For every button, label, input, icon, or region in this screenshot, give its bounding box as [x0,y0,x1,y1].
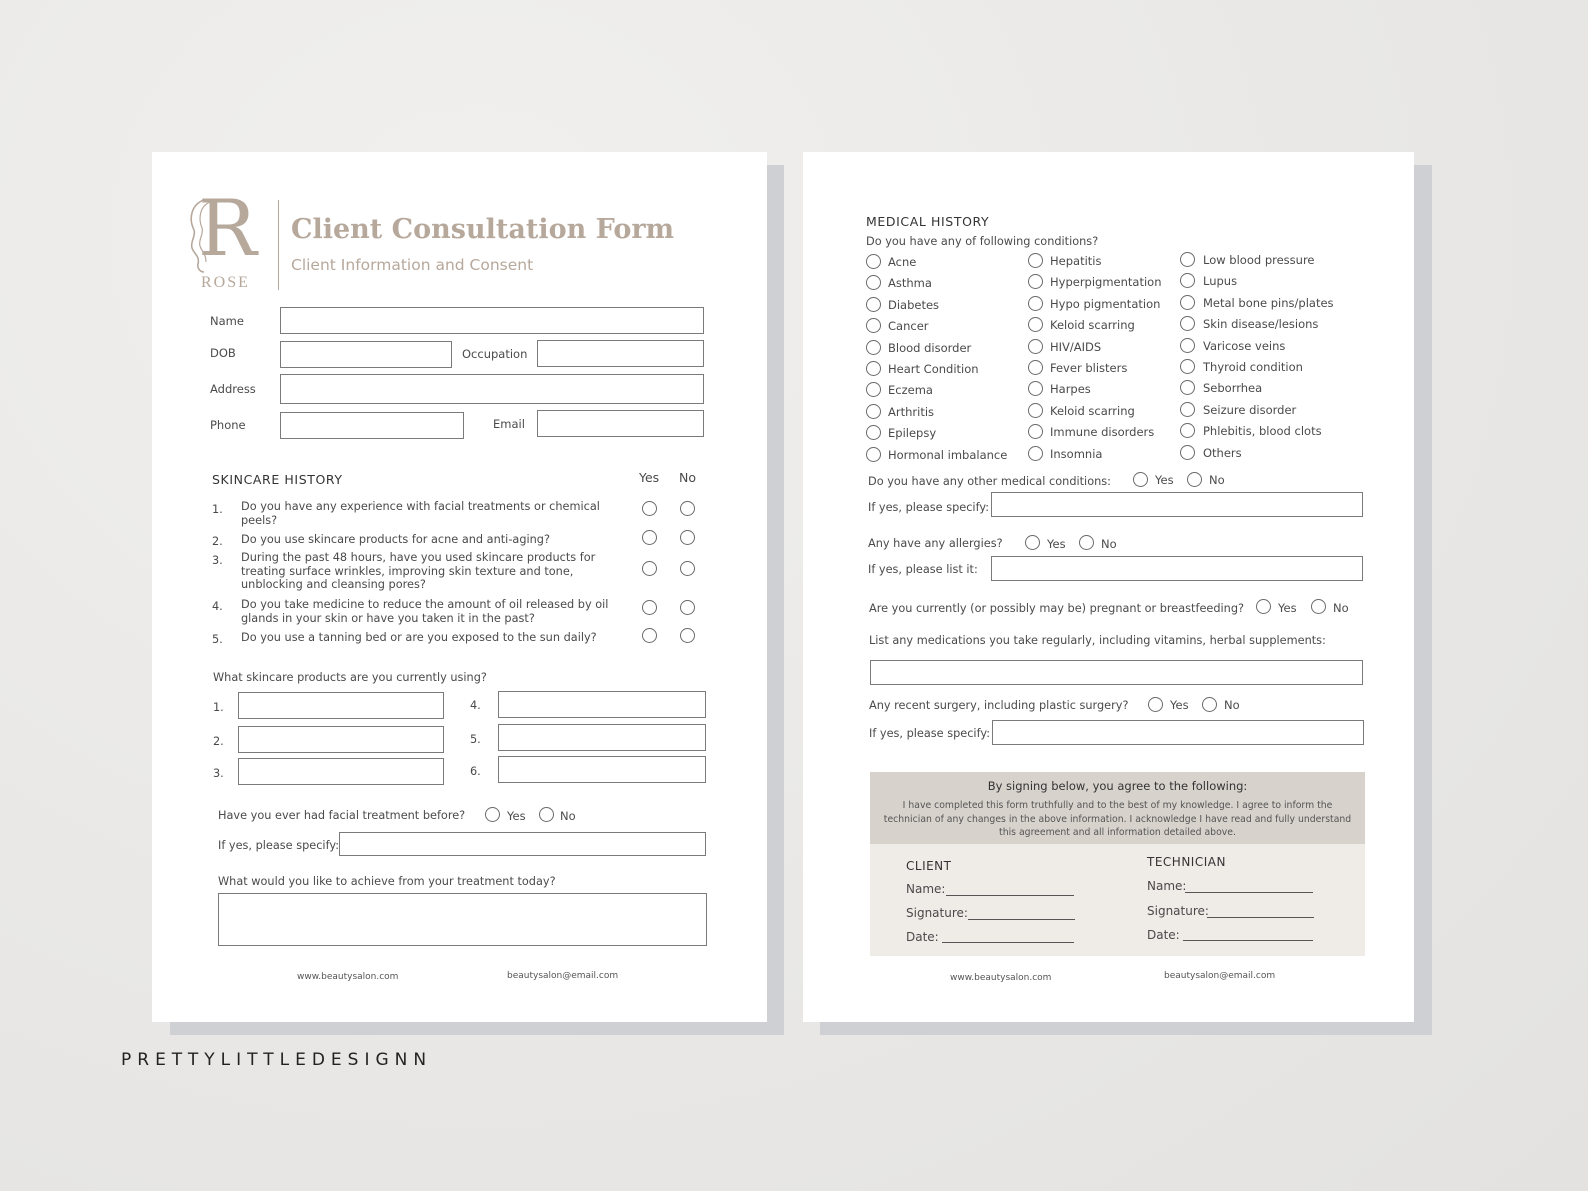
condition-label: Harpes [1050,382,1091,397]
q2-no-radio[interactable] [680,530,695,545]
condition-radio[interactable] [1028,446,1043,461]
form-title: Client Consultation Form [291,214,675,245]
condition-label: Hypo pigmentation [1050,296,1161,311]
condition-label: Varicose veins [1203,338,1286,353]
condition-radio[interactable] [1180,338,1195,353]
condition-label: Metal bone pins/plates [1203,295,1334,310]
condition-label: HIV/AIDS [1050,339,1102,354]
list-it-field[interactable] [991,556,1363,581]
condition-label: Asthma [888,276,932,291]
condition-radio[interactable] [1028,317,1043,332]
achieve-field[interactable] [218,893,707,946]
occupation-field[interactable] [537,340,704,367]
product-3-number: 3. [213,767,224,780]
client-date-label: Date: [906,930,939,944]
condition-label: Hyperpigmentation [1050,275,1162,290]
condition-radio[interactable] [1180,423,1195,438]
page1-footer-email: beautysalon@email.com [507,971,619,981]
client-signature-label: Signature: [906,906,968,920]
specify-1-label: If yes, please specify: [868,501,990,514]
condition-radio[interactable] [1028,360,1043,375]
condition-label: Arthritis [888,404,935,419]
signature-section [870,844,1365,956]
condition-label: Lupus [1203,274,1238,289]
agreement-box [870,772,1365,844]
q3-yes-radio[interactable] [642,561,657,576]
q5-number: 5. [212,633,223,646]
pregnant-no-radio[interactable] [1311,599,1326,614]
product-4-field[interactable] [498,691,706,718]
logo-brand: ROSE [201,274,250,291]
address-field[interactable] [280,374,704,404]
condition-label: Eczema [888,383,933,398]
product-5-number: 5. [470,733,481,746]
condition-label: Cancer [888,319,929,334]
condition-radio[interactable] [1028,274,1043,289]
product-3-field[interactable] [238,758,444,785]
condition-radio[interactable] [1028,403,1043,418]
pregnant-yes-label: Yes [1278,601,1297,615]
condition-radio[interactable] [1028,296,1043,311]
condition-radio[interactable] [1180,445,1195,460]
name-label: Name [210,314,244,328]
condition-label: Others [1203,445,1242,460]
allergies-no-radio[interactable] [1079,535,1094,550]
condition-label: Diabetes [888,297,940,312]
pregnant-no-label: No [1333,601,1349,615]
surgery-question: Any recent surgery, including plastic surgery? [869,699,1129,712]
client-title: CLIENT [906,859,952,873]
q1-no-radio[interactable] [680,501,695,516]
logo [186,184,266,294]
allergies-yes-label: Yes [1047,537,1066,551]
product-6-field[interactable] [498,756,706,783]
product-5-field[interactable] [498,724,706,751]
condition-radio[interactable] [1180,273,1195,288]
dob-field[interactable] [280,341,452,368]
condition-radio[interactable] [866,447,881,462]
page-1 [152,152,767,1022]
condition-radio[interactable] [1028,339,1043,354]
condition-radio[interactable] [1180,380,1195,395]
name-field[interactable] [280,307,704,334]
client-name-line[interactable] [946,895,1074,896]
product-2-number: 2. [213,735,224,748]
condition-label: Keloid scarring [1050,403,1135,418]
condition-radio[interactable] [1180,295,1195,310]
condition-label: Keloid scarring [1050,318,1135,333]
specify-2-field[interactable] [992,720,1364,745]
condition-label: Seborrhea [1203,381,1263,396]
other-conditions-yes-label: Yes [1155,473,1174,487]
surgery-no-label: No [1224,698,1240,712]
condition-label: Seizure disorder [1203,402,1297,417]
q4-number: 4. [212,600,223,613]
client-name-label: Name: [906,882,946,896]
q3-text: During the past 48 hours, have you used skincare products for treating surface wrinkles, improving skin texture and tone, unblocking and cleansing pores? [241,551,596,591]
technician-name-line[interactable] [1185,892,1313,893]
technician-signature-label: Signature: [1147,904,1209,918]
condition-label: Heart Condition [888,362,979,376]
q4-text: Do you take medicine to reduce the amount of oil released by oil glands in your skin or have you taken it in the past? [241,598,609,625]
q5-text: Do you use a tanning bed or are you exposed to the sun daily? [241,631,597,644]
condition-radio[interactable] [866,361,881,376]
condition-radio[interactable] [866,254,881,269]
page2-footer-email: beautysalon@email.com [1164,971,1276,981]
q2-text: Do you use skincare products for acne and anti-aging? [241,533,550,546]
condition-radio[interactable] [1028,424,1043,439]
q4-no-radio[interactable] [680,600,695,615]
address-label: Address [210,382,256,396]
q4-yes-radio[interactable] [642,600,657,615]
page-2 [803,152,1414,1022]
condition-radio[interactable] [866,297,881,312]
page1-footer-website: www.beautysalon.com [297,972,399,982]
q1-number: 1. [212,503,223,516]
condition-label: Hepatitis [1050,254,1102,268]
pregnant-question: Are you currently (or possibly may be) pregnant or breastfeeding? [869,602,1245,615]
surgery-no-radio[interactable] [1202,697,1217,712]
surgery-yes-label: Yes [1170,698,1189,712]
conditions-question: Do you have any of following conditions? [866,235,1099,248]
product-1-field[interactable] [238,692,444,719]
condition-radio[interactable] [866,425,881,440]
product-4-number: 4. [470,699,481,712]
facial-question: Have you ever had facial treatment before? [218,809,466,822]
specify-2-label: If yes, please specify: [869,727,991,740]
other-conditions-yes-radio[interactable] [1133,472,1148,487]
technician-signature-line[interactable] [1207,917,1314,918]
facial-specify-field[interactable] [339,832,706,856]
product-2-field[interactable] [238,726,444,753]
facial-specify-label: If yes, please specify: [218,839,340,852]
condition-label: Insomnia [1050,446,1103,461]
condition-radio[interactable] [1180,402,1195,417]
condition-radio[interactable] [866,404,881,419]
other-conditions-question: Do you have any other medical conditions: [868,475,1111,488]
q5-no-radio[interactable] [680,628,695,643]
q3-no-radio[interactable] [680,561,695,576]
facial-no-label: No [560,809,576,823]
condition-radio[interactable] [866,318,881,333]
condition-radio[interactable] [866,340,881,355]
specify-1-field[interactable] [991,492,1363,517]
condition-radio[interactable] [1028,381,1043,396]
condition-label: Thyroid condition [1203,360,1303,374]
logo-letter: R [198,184,257,274]
condition-radio[interactable] [866,382,881,397]
condition-radio[interactable] [866,275,881,290]
page2-footer-website: www.beautysalon.com [950,973,1052,983]
occupation-label: Occupation [462,347,528,361]
client-date-line[interactable] [942,942,1074,943]
medications-field[interactable] [870,660,1363,685]
q2-yes-radio[interactable] [642,530,657,545]
condition-label: Epilepsy [888,426,937,441]
surgery-yes-radio[interactable] [1148,697,1163,712]
q3-number: 3. [212,554,223,567]
other-conditions-no-radio[interactable] [1187,472,1202,487]
allergies-yes-radio[interactable] [1025,535,1040,550]
allergies-question: Any have any allergies? [868,537,1003,550]
technician-name-label: Name: [1147,879,1187,893]
logo-divider [278,200,279,290]
pregnant-yes-radio[interactable] [1256,599,1271,614]
technician-date-label: Date: [1147,928,1180,942]
q1-text: Do you have any experience with facial treatments or chemical peels? [241,500,600,527]
client-signature-line[interactable] [968,919,1075,920]
condition-label: Phlebitis, blood clots [1203,424,1322,439]
technician-date-line[interactable] [1183,940,1313,941]
phone-label: Phone [210,418,246,432]
product-6-number: 6. [470,765,481,778]
email-field[interactable] [537,410,704,437]
product-1-number: 1. [213,701,224,714]
condition-label: Fever blisters [1050,361,1128,375]
agreement-heading: By signing below, you agree to the following: [987,779,1248,793]
condition-radio[interactable] [1028,253,1043,268]
allergies-no-label: No [1101,537,1117,551]
facial-no-radio[interactable] [539,807,554,822]
dob-label: DOB [210,346,236,360]
form-subtitle: Client Information and Consent [291,256,534,274]
condition-label: Blood disorder [888,340,972,355]
condition-radio[interactable] [1180,359,1195,374]
condition-radio[interactable] [1180,316,1195,331]
skincare-yes-header: Yes [639,470,660,485]
skincare-history-title: SKINCARE HISTORY [212,472,343,487]
skincare-no-header: No [679,470,696,485]
phone-field[interactable] [280,412,464,439]
condition-label: Immune disorders [1050,425,1155,440]
condition-label: Skin disease/lesions [1203,317,1319,332]
facial-yes-radio[interactable] [485,807,500,822]
facial-yes-label: Yes [507,809,526,823]
condition-label: Acne [888,255,917,269]
technician-title: TECHNICIAN [1147,855,1226,869]
watermark: PRETTYLITTLEDESIGNN [121,1050,433,1070]
medical-history-title: MEDICAL HISTORY [866,214,990,229]
condition-label: Low blood pressure [1203,253,1315,267]
condition-radio[interactable] [1180,252,1195,267]
q5-yes-radio[interactable] [642,628,657,643]
q2-number: 2. [212,535,223,548]
q1-yes-radio[interactable] [642,501,657,516]
medications-question: List any medications you take regularly, including vitamins, herbal supplements: [869,634,1326,647]
products-question: What skincare products are you currently using? [213,671,487,684]
achieve-question: What would you like to achieve from your treatment today? [218,875,556,888]
list-it-label: If yes, please list it: [868,563,978,576]
other-conditions-no-label: No [1209,473,1225,487]
condition-label: Hormonal imbalance [888,447,1008,462]
email-label: Email [493,417,525,431]
agreement-body: I have completed this form truthfully and to the best of my knowledge. I agree to inform the technician of any changes in the above information. I acknowledge I have read and fully understand this agreement and all information detailed above. [883,800,1352,838]
